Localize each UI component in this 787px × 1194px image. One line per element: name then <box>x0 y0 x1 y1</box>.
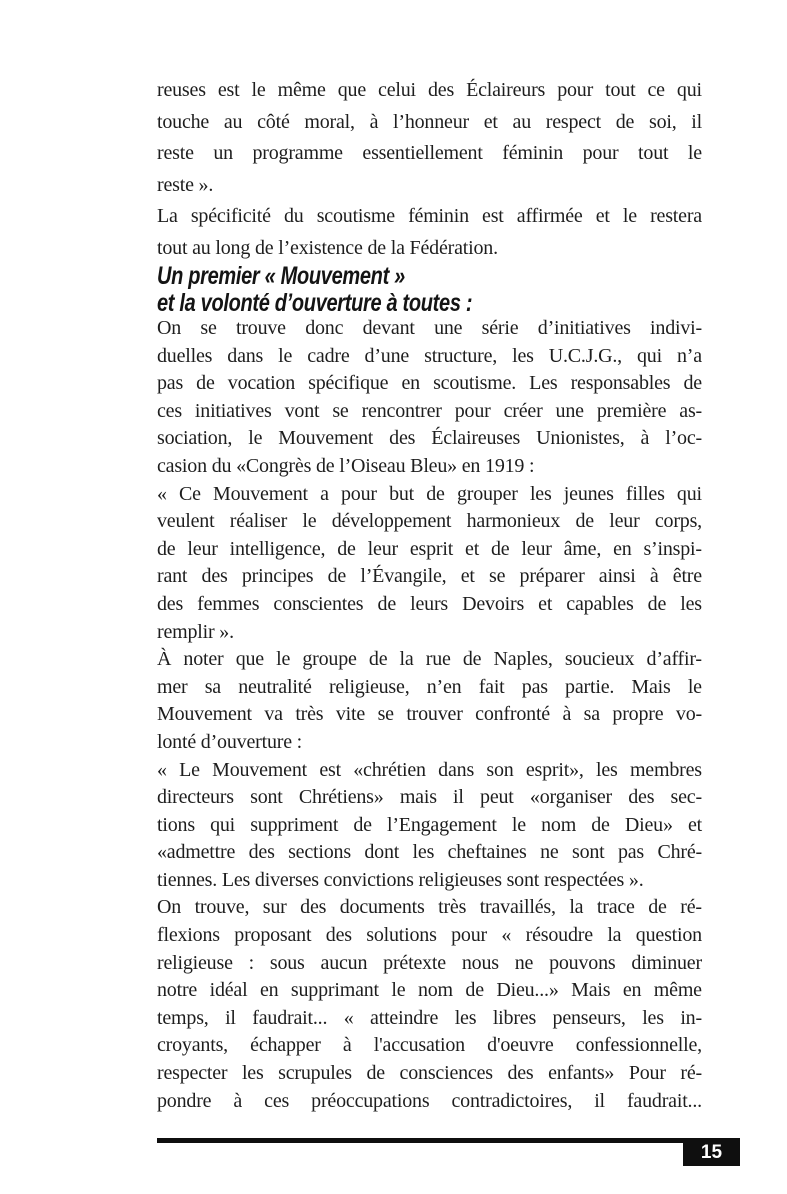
text-line: casion du «Congrès de l’Oiseau Bleu» en 1919 : <box>157 454 535 477</box>
text-line: On trouve, sur des documents très travaillés, la trace de ré- <box>157 896 702 919</box>
text-line: reuses est le même que celui des Éclaireurs pour tout ce qui <box>157 79 702 101</box>
page-number-box <box>683 1138 740 1166</box>
text-line: religieuse : sous aucun prétexte nous ne pouvons diminuer <box>157 951 702 974</box>
footer-rule <box>157 1138 683 1143</box>
text-line: veulent réaliser le développement harmonieux de leur corps, <box>157 510 702 533</box>
text-line: « Le Mouvement est «chrétien dans son esprit», les membres <box>157 758 702 781</box>
text-line: À noter que le groupe de la rue de Naples, soucieux d’affir- <box>157 648 702 671</box>
heading-line: Un premier « Mouvement » <box>157 262 405 290</box>
text-line: « Ce Mouvement a pour but de grouper les jeunes filles qui <box>157 482 702 505</box>
text-line: rant des principes de l’Évangile, et se préparer ainsi à être <box>157 565 702 588</box>
text-line: tiennes. Les diverses convictions religieuses sont respectées ». <box>157 868 644 891</box>
text-line: Mouvement va très vite se trouver confronté à sa propre vo- <box>157 703 702 726</box>
text-line: reste un programme essentiellement féminin pour tout le <box>157 142 702 164</box>
text-line: respecter les scrupules de consciences des enfants» Pour ré- <box>157 1062 702 1085</box>
page-number: 15 <box>700 1141 723 1163</box>
text-line: remplir ». <box>157 620 234 643</box>
text-line: tout au long de l’existence de la Fédération. <box>157 236 498 259</box>
section-heading <box>157 263 702 317</box>
text-line: tions qui suppriment de l’Engagement le nom de Dieu» et <box>157 813 702 836</box>
text-line: de leur intelligence, de leur esprit et de leur âme, en s’inspi- <box>157 537 702 560</box>
text-line: «admettre des sections dont les cheftaines ne sont pas Chré- <box>157 841 702 864</box>
text-line: des femmes conscientes de leurs Devoirs et capables de les <box>157 592 702 615</box>
text-line: directeurs sont Chrétiens» mais il peut «organiser des sec- <box>157 786 702 809</box>
text-line: lonté d’ouverture : <box>157 730 303 753</box>
text-block-main <box>157 315 702 1115</box>
text-line: notre idéal en supprimant le nom de Dieu...» Mais en même <box>157 979 702 1002</box>
text-line: sociation, le Mouvement des Éclaireuses Unionistes, à l’oc- <box>157 427 702 450</box>
text-line: On se trouve donc devant une série d’initiatives indivi- <box>157 317 702 339</box>
text-line: La spécificité du scoutisme féminin est affirmée et le restera <box>157 205 702 227</box>
text-line: mer sa neutralité religieuse, n’en fait pas partie. Mais le <box>157 675 702 698</box>
heading-line: et la volonté d’ouverture à toutes : <box>157 289 473 317</box>
text-block-top <box>157 75 702 264</box>
text-line: flexions proposant des solutions pour « résoudre la question <box>157 924 702 947</box>
text-line: duelles dans le cadre d’une structure, les U.C.J.G., qui n’a <box>157 344 702 367</box>
text-line: ces initiatives vont se rencontrer pour créer une première as- <box>157 399 702 422</box>
text-line: pas de vocation spécifique en scoutisme. Les responsables de <box>157 372 702 395</box>
text-line: temps, il faudrait... « atteindre les libres penseurs, les in- <box>157 1006 702 1029</box>
text-line: pondre à ces préoccupations contradictoires, il faudrait... <box>157 1089 702 1112</box>
text-line: touche au côté moral, à l’honneur et au respect de soi, il <box>157 110 702 133</box>
text-line: croyants, échapper à l'accusation d'oeuvre confessionnelle, <box>157 1034 702 1057</box>
text-line: reste ». <box>157 173 214 196</box>
